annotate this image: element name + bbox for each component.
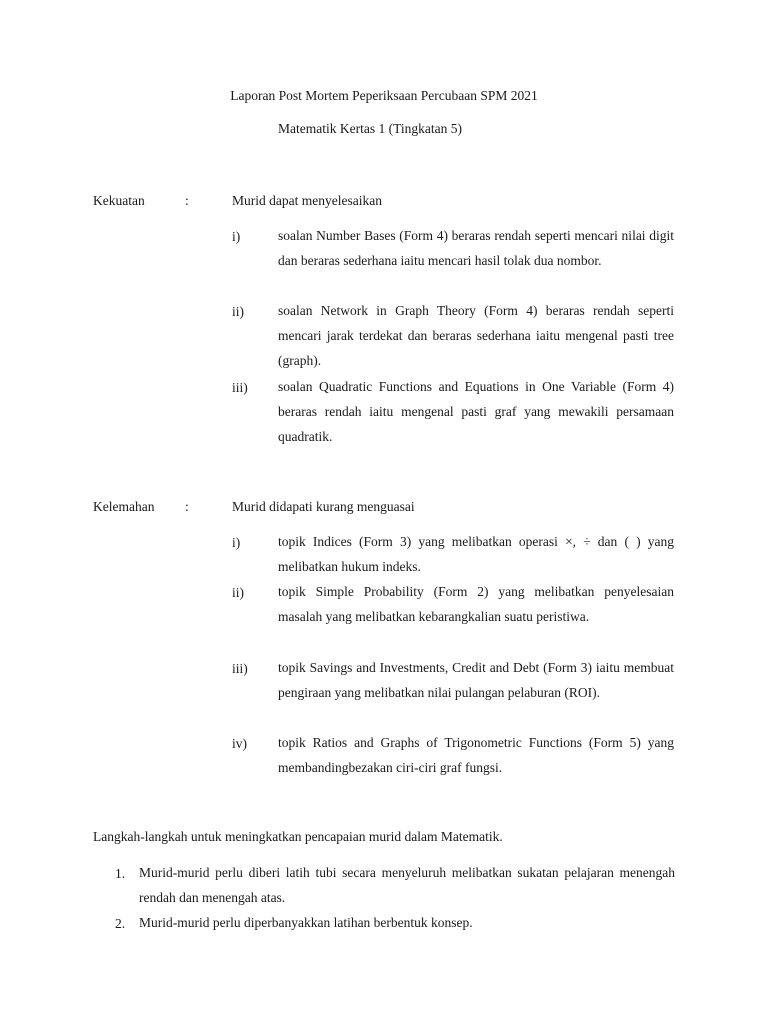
strength-item-number: ii)	[232, 304, 244, 319]
strength-item-text: soalan Network in Graph Theory (Form 4) beraras rendah seperti mencari jarak terdekat dan beraras sederhana iaitu mengenal pasti tree (graph).	[278, 303, 674, 368]
step-item-text: Murid-murid perlu diberi latih tubi secara menyeluruh melibatkan sukatan pelajaran menengah rendah dan menengah atas.	[139, 865, 675, 905]
strength-item-number: i)	[232, 229, 241, 244]
step-item-number: 1.	[115, 866, 126, 881]
strengths-colon: :	[185, 193, 189, 208]
strength-item-text: soalan Quadratic Functions and Equations in One Variable (Form 4) beraras rendah iaitu mengenal pasti graf yang mewakili persamaan quadratik.	[278, 379, 674, 444]
weaknesses-label: Kelemahan	[93, 499, 155, 514]
weakness-item-text: topik Ratios and Graphs of Trigonometric Functions (Form 5) yang membandingbezakan ciri-ciri graf fungsi.	[278, 735, 674, 775]
strengths-label: Kekuatan	[93, 193, 145, 208]
weakness-item-number: i)	[232, 535, 241, 550]
report-subtitle: Matematik Kertas 1 (Tingkatan 5)	[278, 121, 462, 136]
weaknesses-colon: :	[185, 499, 189, 514]
step-item-text: Murid-murid perlu diperbanyakkan latihan berbentuk konsep.	[139, 915, 473, 930]
strengths-intro: Murid dapat menyelesaikan	[232, 193, 382, 208]
strength-item-number: iii)	[232, 380, 248, 395]
strength-item-text: soalan Number Bases (Form 4) beraras rendah seperti mencari nilai digit dan beraras sederhana iaitu mencari hasil tolak dua nombor.	[278, 228, 674, 268]
weakness-item-text: topik Indices (Form 3) yang melibatkan operasi ×, ÷ dan ( ) yang melibatkan hukum indeks.	[278, 534, 674, 574]
weakness-item-number: iv)	[232, 736, 247, 751]
weakness-item-number: ii)	[232, 585, 244, 600]
weakness-item-text: topik Savings and Investments, Credit and Debt (Form 3) iaitu membuat pengiraan yang melibatkan nilai pulangan pelaburan (ROI).	[278, 660, 674, 700]
weaknesses-intro: Murid didapati kurang menguasai	[232, 499, 415, 514]
steps-heading: Langkah-langkah untuk meningkatkan pencapaian murid dalam Matematik.	[93, 829, 503, 844]
weakness-item-text: topik Simple Probability (Form 2) yang melibatkan penyelesaian masalah yang melibatkan kebarangkalian suatu peristiwa.	[278, 584, 674, 624]
weakness-item-number: iii)	[232, 661, 248, 676]
report-title: Laporan Post Mortem Peperiksaan Percubaan SPM 2021	[230, 88, 538, 103]
step-item-number: 2.	[115, 916, 126, 931]
